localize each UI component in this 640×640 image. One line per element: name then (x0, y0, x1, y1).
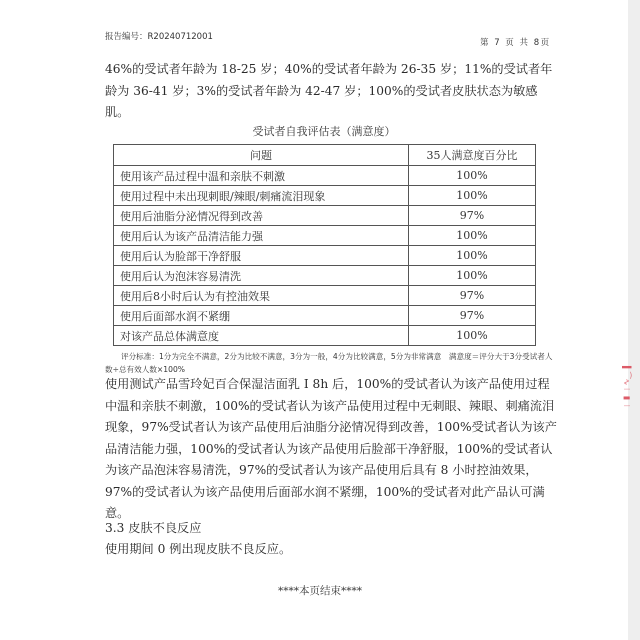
table-row (114, 306, 536, 326)
section-body: 使用期间 0 例出现皮肤不良反应。 (105, 542, 292, 556)
column-header-question: 问题 (114, 145, 409, 166)
table-row (114, 206, 536, 226)
row-question: 使用后油脂分泌情况得到改善 (114, 206, 409, 226)
section-heading: 3.3 皮肤不良反应 (105, 521, 202, 535)
row-question: 使用后认为脸部干净舒服 (114, 246, 409, 266)
table-row (114, 246, 536, 266)
table-row (114, 226, 536, 246)
row-question: 使用该产品过程中温和亲肤不刺激 (114, 166, 409, 186)
page-edge-shadow (628, 0, 640, 640)
table-row (114, 286, 536, 306)
report-number: 报告编号：R20240712001 (105, 32, 213, 42)
page-end-mark: ****本页结束**** (278, 585, 362, 597)
scoring-criteria-note: 评分标准：1分为完全不满意，2分为比较不满意，3分为一般，4分为比较满意，5分为非常满意 满意度＝评分大于3分受试者人数÷总有效人数×100% (105, 352, 553, 374)
table-row (114, 186, 536, 206)
intro-paragraph: 46%的受试者年龄为 18-25 岁；40%的受试者年龄为 26-35 岁；11%的受试者年龄为 36-41 岁；3%的受试者年龄为 42-47 岁；100%的受试者皮肤状态为敏感肌。 (105, 62, 553, 119)
row-question: 对该产品总体满意度 (114, 326, 409, 346)
page-indicator: 第 7 页 共 8页 (480, 38, 551, 48)
row-question: 使用过程中未出现刺眼/辣眼/刺痛流泪现象 (114, 186, 409, 206)
table-title: 受试者自我评估表（满意度） (252, 125, 396, 138)
row-value: 100% (409, 226, 536, 246)
table-row (114, 166, 536, 186)
row-value: 100% (409, 246, 536, 266)
summary-paragraph: 使用测试产品雪玲妃百合保湿洁面乳 I 8h 后，100%的受试者认为该产品使用过程中温和亲肤不刺激，100%的受试者认为该产品使用过程中无刺眼、辣眼、刺痛流泪现象，97%受试者认为该产品使用后油脂分泌情况得到改善，100%受试者认为该产品清洁能力强，100%的受试者认为该产品使用后脸部干净舒服，100%的受试者认为该产品泡沫容易清洗，97%的受试者认为该产品使用后具有 8 小时控油效果，97%的受试者认为该产品使用后面部水润不紧绷，100%的受试者对此产品认可满意。 (105, 377, 557, 520)
row-value: 100% (409, 266, 536, 286)
row-question: 使用后认为泡沫容易清洗 (114, 266, 409, 286)
row-value: 97% (409, 306, 536, 326)
table-row (114, 266, 536, 286)
row-question: 使用后认为该产品清洁能力强 (114, 226, 409, 246)
row-question: 使用后面部水润不紧绷 (114, 306, 409, 326)
row-question: 使用后8小时后认为有控油效果 (114, 286, 409, 306)
row-value: 97% (409, 206, 536, 226)
column-header-percentage: 35人满意度百分比 (409, 145, 536, 166)
row-value: 100% (409, 186, 536, 206)
row-value: 100% (409, 326, 536, 346)
table-header-row (114, 145, 536, 166)
seal-stamp-fragment: ▍⁀∿ ⁝ ▬ ⁝ (622, 366, 631, 407)
row-value: 97% (409, 286, 536, 306)
row-value: 100% (409, 166, 536, 186)
table-row (114, 326, 536, 346)
satisfaction-table (113, 144, 536, 346)
